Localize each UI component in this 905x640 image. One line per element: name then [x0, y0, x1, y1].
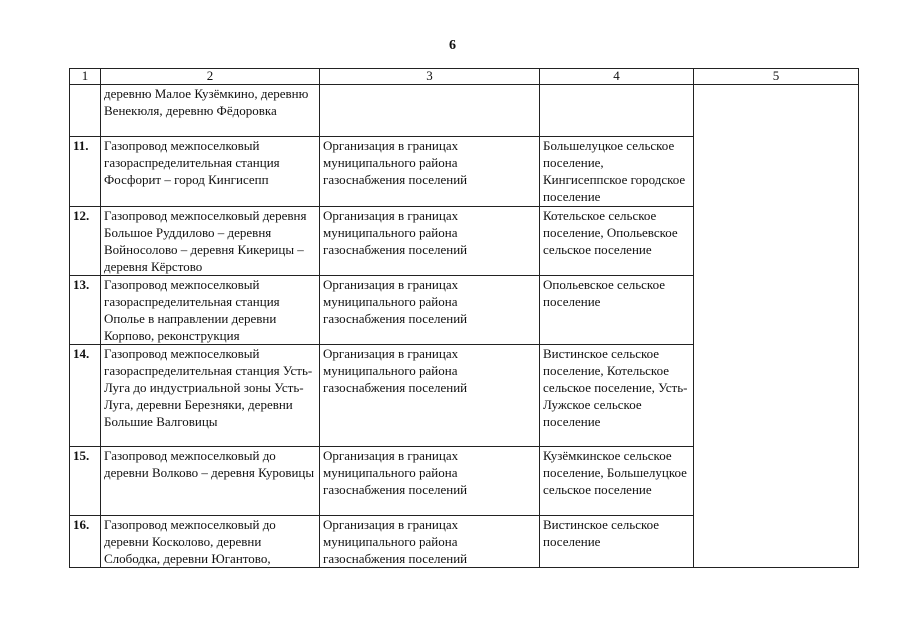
column-header: 5: [694, 69, 859, 85]
row-number: 11.: [70, 137, 101, 207]
purpose-cell: Организация в границах муниципального района газоснабжения поселений: [320, 207, 540, 276]
purpose-cell: Организация в границах муниципального района газоснабжения поселений: [320, 137, 540, 207]
table-row: [70, 207, 859, 276]
row-number: 12.: [70, 207, 101, 276]
row-number: [70, 85, 101, 137]
purpose-cell: Организация в границах муниципального района газоснабжения поселений: [320, 516, 540, 568]
object-name-cell: Газопровод межпоселковый до деревни Косколово, деревни Слободка, деревни Югантово,: [101, 516, 320, 568]
location-cell: Большелуцкое сельское поселение, Кингисеппское городское поселение: [540, 137, 694, 207]
row-number: 14.: [70, 345, 101, 447]
note-cell: [694, 276, 859, 345]
object-name-cell: Газопровод межпоселковый деревня Большое Руддилово – деревня Войносолово – деревня Кикерицы – деревня Кёрстово: [101, 207, 320, 276]
note-cell: [694, 137, 859, 207]
note-cell: [694, 447, 859, 516]
column-header: 4: [540, 69, 694, 85]
table-row: [70, 447, 859, 516]
column-header: 3: [320, 69, 540, 85]
note-cell: [694, 516, 859, 568]
table-row: [70, 345, 859, 447]
table-row: [70, 85, 859, 137]
note-cell: [694, 85, 859, 137]
location-cell: Кузёмкинское сельское поселение, Большелуцкое сельское поселение: [540, 447, 694, 516]
object-name-cell: Газопровод межпоселковый газораспределительная станция Фосфорит – город Кингисепп: [101, 137, 320, 207]
table-header-row: [70, 69, 859, 85]
table-row: [70, 137, 859, 207]
location-cell: Опольевское сельское поселение: [540, 276, 694, 345]
object-name-cell: деревню Малое Кузёмкино, деревню Венекюля, деревню Фёдоровка: [101, 85, 320, 137]
location-cell: [540, 85, 694, 137]
object-name-cell: Газопровод межпоселковый газораспределительная станция Усть-Луга до индустриальной зоны Усть-Луга, деревни Березняки, деревни Большие Валговицы: [101, 345, 320, 447]
purpose-cell: [320, 85, 540, 137]
note-cell: [694, 207, 859, 276]
location-cell: Вистинское сельское поселение: [540, 516, 694, 568]
table-row: [70, 516, 859, 568]
page-number: 6: [449, 38, 456, 53]
column-header: 2: [101, 69, 320, 85]
document-table: [69, 68, 859, 568]
table-row: [70, 276, 859, 345]
location-cell: Вистинское сельское поселение, Котельское сельское поселение, Усть-Лужское сельское поселение: [540, 345, 694, 447]
object-name-cell: Газопровод межпоселковый газораспределительная станция Ополье в направлении деревни Корпово, реконструкция: [101, 276, 320, 345]
purpose-cell: Организация в границах муниципального района газоснабжения поселений: [320, 447, 540, 516]
location-cell: Котельское сельское поселение, Опольевское сельское поселение: [540, 207, 694, 276]
purpose-cell: Организация в границах муниципального района газоснабжения поселений: [320, 345, 540, 447]
row-number: 15.: [70, 447, 101, 516]
purpose-cell: Организация в границах муниципального района газоснабжения поселений: [320, 276, 540, 345]
note-cell: [694, 345, 859, 447]
row-number: 16.: [70, 516, 101, 568]
column-header: 1: [70, 69, 101, 85]
row-number: 13.: [70, 276, 101, 345]
object-name-cell: Газопровод межпоселковый до деревни Волково – деревня Куровицы: [101, 447, 320, 516]
